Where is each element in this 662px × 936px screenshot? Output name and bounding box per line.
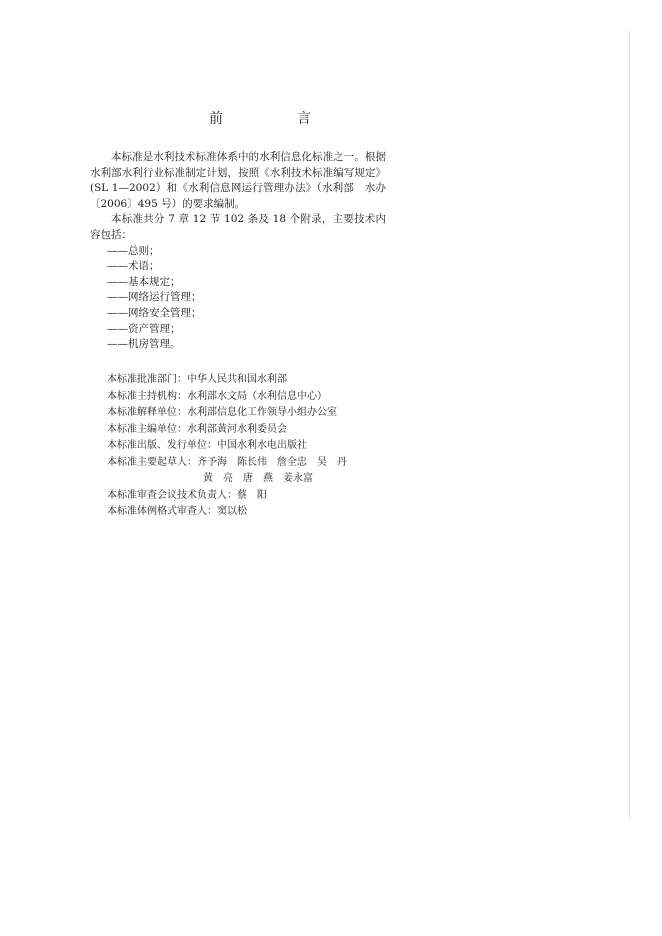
standard-metadata — [107, 372, 347, 521]
list-item: ——机房管理。 — [107, 338, 181, 351]
meta-label: 本标准审查会议技术负责人： — [107, 489, 237, 501]
contents-list — [107, 244, 386, 353]
main-drafters — [107, 455, 347, 472]
meta-label: 本标准主要起草人： — [107, 456, 197, 468]
list-item: ——资产管理； — [107, 322, 181, 335]
meta-label: 本标准出版、发行单位： — [107, 440, 217, 451]
meta-value: 水利部水文局（水利信息中心） — [187, 390, 327, 402]
presiding-organization — [107, 389, 347, 406]
meta-label: 本标准解释单位： — [107, 407, 187, 418]
meta-label: 本标准主编单位： — [107, 423, 187, 435]
technical-reviewer — [107, 488, 347, 505]
page-title: 前 言 — [209, 111, 341, 127]
intro-paragraph-2: 本标准共分 7 章 12 节 102 条及 18 个附录，主要技术内容包括： — [90, 213, 386, 241]
meta-value: 中国水利水电出版社 — [217, 440, 307, 451]
meta-value: 水利部黄河水利委员会 — [187, 423, 287, 435]
list-item: ——术语； — [107, 260, 160, 273]
interpretation-unit — [107, 405, 347, 422]
list-item: ——总则； — [107, 244, 160, 257]
format-reviewer — [107, 504, 347, 521]
page-edge-divider — [629, 30, 630, 820]
foreword-body — [90, 150, 386, 353]
meta-label: 本标准体例格式审查人： — [107, 506, 217, 517]
list-item: ——网络安全管理； — [107, 306, 202, 319]
list-item: ——基本规定； — [107, 275, 181, 288]
meta-value: 齐予海 陈长伟 詹全忠 吴 丹 — [197, 456, 347, 468]
publisher — [107, 438, 347, 455]
meta-value: 蔡 阳 — [237, 489, 267, 501]
intro-paragraph-1: 本标准是水利技术标准体系中的水利信息化标准之一。根据水利部水利行业标准制定计划，按照《水利技术标准编写规定》(SL 1—2002）和《水利信息网运行管理办法》（水利部 水办〔2006〕495 号）的要求编制。 — [90, 151, 386, 210]
meta-value: 中华人民共和国水利部 — [187, 374, 287, 385]
approval-department — [107, 372, 347, 389]
meta-label: 本标准批准部门： — [107, 374, 187, 385]
chief-editor-unit — [107, 422, 347, 439]
main-drafters-continued: 黄 亮 唐 燕 姜永富 — [203, 473, 313, 484]
list-item: ——网络运行管理； — [107, 291, 202, 304]
meta-value: 窦以松 — [217, 506, 247, 517]
meta-value: 水利部信息化工作领导小组办公室 — [187, 407, 337, 418]
meta-label: 本标准主持机构： — [107, 390, 187, 402]
